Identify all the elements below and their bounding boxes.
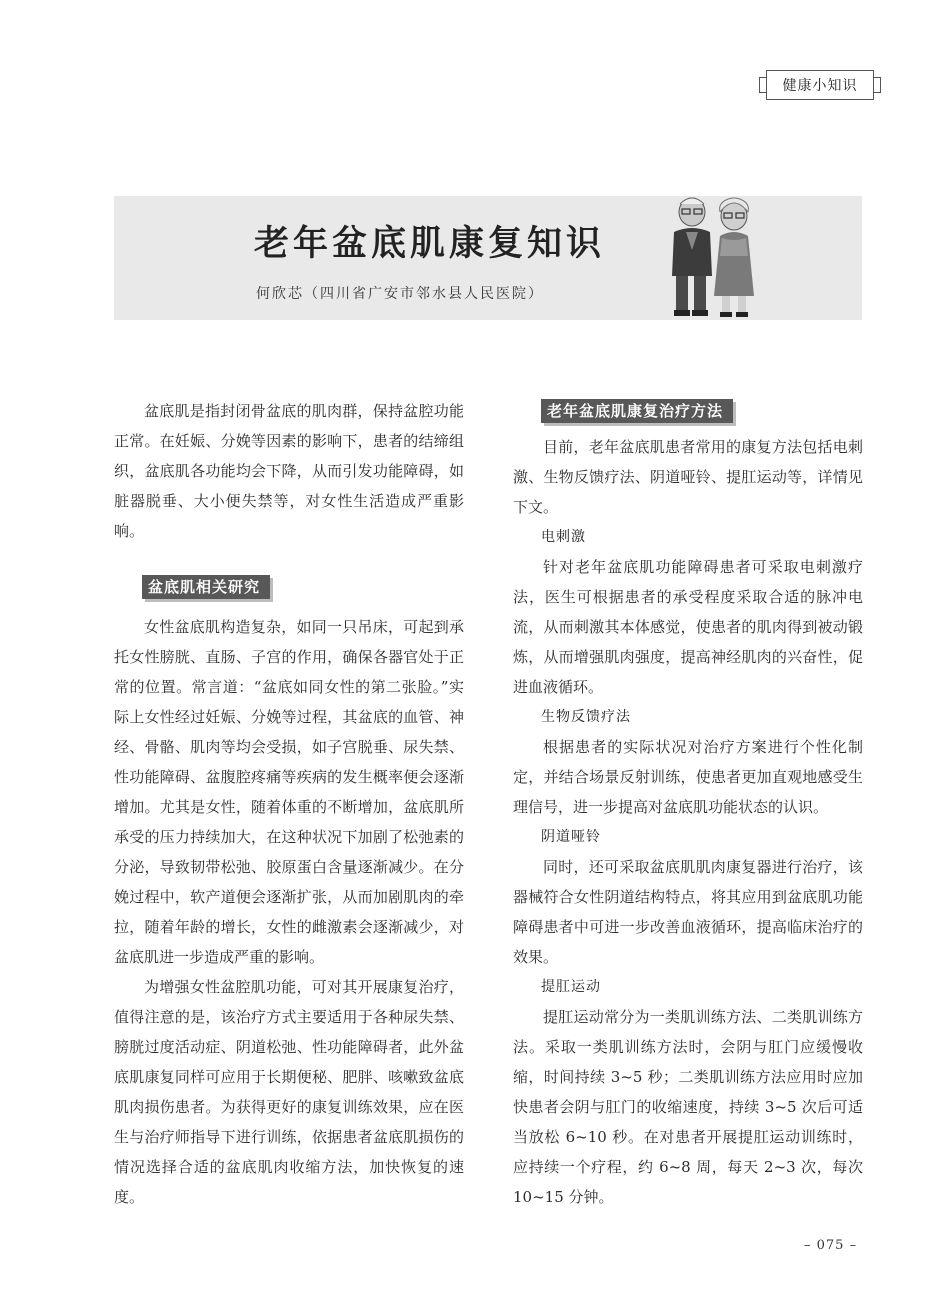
method-text: 同时，还可采取盆底肌肌肉康复器进行治疗，该器械符合女性阴道结构特点，将其应用到盆底肌功能障碍患者中可进一步改善血液循环，提高临床治疗的效果。: [513, 858, 863, 966]
method-text: 针对老年盆底肌功能障碍患者可采取电刺激疗法，医生可根据患者的承受程度采取合适的脉冲电流，从而刺激其本体感觉，使患者的肌肉得到被动锻炼，从而增强肌肉强度，提高神经肌肉的兴奋性，促进血液循环。: [513, 558, 863, 696]
research-paragraph-2: 为增强女性盆腔肌功能，可对其开展康复治疗，值得注意的是，该治疗方式主要适用于各种尿失禁、膀胱过度活动症、阴道松弛、性功能障碍者，此外盆底肌康复同样可应用于长期便秘、肥胖、咳嗽致盆底肌肉损伤患者。为获得更好的康复训练效果，应在医生与治疗师指导下进行训练，依据患者盆底肌损伤的情况选择合适的盆底肌肉收缩方法，加快恢复的速度。: [114, 978, 464, 1206]
method-title: 阴道哑铃: [541, 829, 601, 845]
page-number: – 075 –: [804, 1238, 858, 1253]
research-paragraph-1: 女性盆底肌构造复杂，如同一只吊床，可起到承托女性膀胱、直肠、子宫的作用，确保各器官处于正常的位置。常言道：“盆底如同女性的第二张脸。”实际上女性经过妊娠、分娩等过程，其盆底的血管、神经、骨骼、肌肉等均会受损，如子宫脱垂、尿失禁、性功能障碍、盆腹腔疼痛等疾病的发生概率便会逐渐增加。尤其是女性，随着体重的不断增加，盆底肌所承受的压力持续加大，在这种状况下加剧了松弛素的分泌，导致韧带松弛、胶原蛋白含量逐渐减少。在分娩过程中，软产道便会逐渐扩张，从而加剧肌肉的牵拉，随着年龄的增长，女性的雌激素会逐渐减少，对盆底肌进一步造成严重的影响。: [114, 618, 464, 966]
methods-intro: 目前，老年盆底肌患者常用的康复方法包括电刺激、生物反馈疗法、阴道哑铃、提肛运动等，详情见下文。: [513, 438, 863, 516]
right-column: [513, 396, 863, 1212]
intro-paragraph: 盆底肌是指封闭骨盆底的肌肉群，保持盆腔功能正常。在妊娠、分娩等因素的影响下，患者的结缔组织，盆底肌各功能均会下降，从而引发功能障碍，如脏器脱垂、大小便失禁等，对女性生活造成严重影响。: [114, 402, 464, 540]
method-title: 提肛运动: [541, 979, 601, 995]
section-heading-methods: 老年盆底肌康复治疗方法: [541, 399, 733, 423]
article-title: 老年盆底肌康复知识: [254, 224, 606, 264]
left-column: [114, 396, 464, 1212]
method-text: 提肛运动常分为一类肌训练方法、二类肌训练方法。采取一类肌训练方法时，会阴与肛门应缓慢收缩，时间持续 3~5 秒；二类肌训练方法应用时应加快患者会阴与肛门的收缩速度，持续 3~5 次后可适当放松 6~10 秒。在对患者开展提肛运动训练时，应持续一个疗程，约 6~8 周，每天 2~3 次，每次 10~15 分钟。: [513, 1008, 863, 1206]
author-line: 何欣芯（四川省广安市邻水县人民医院）: [256, 286, 544, 302]
section-heading-research: 盆底肌相关研究: [142, 575, 270, 599]
method-text: 根据患者的实际状况对治疗方案进行个性化制定，并结合场景反射训练，使患者更加直观地感受生理信号，进一步提高对盆底肌功能状态的认识。: [513, 738, 863, 816]
section-tag: 健康小知识: [766, 70, 874, 100]
method-title: 生物反馈疗法: [541, 709, 631, 725]
elderly-couple-icon: [664, 190, 764, 326]
method-title: 电刺激: [541, 529, 586, 545]
